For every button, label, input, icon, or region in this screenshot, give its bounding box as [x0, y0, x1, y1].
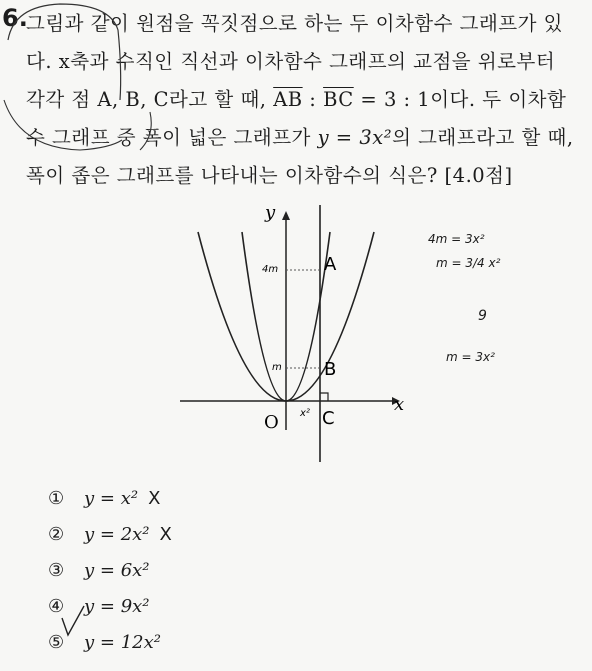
choice-3-number: ③: [48, 559, 65, 581]
choice-3[interactable]: [48, 552, 172, 588]
annotation-m: m: [272, 362, 282, 373]
choice-2-mark: X: [159, 523, 172, 545]
choice-3-equation: y = 6x²: [84, 559, 150, 581]
choice-1-mark: X: [148, 487, 161, 509]
point-a-label: A: [324, 254, 337, 275]
x-axis-label: x: [394, 394, 405, 415]
choice-2-number: ②: [48, 523, 65, 545]
note-4: m = 3x²: [446, 350, 495, 364]
right-angle-mark: [320, 393, 328, 401]
note-3: 9: [478, 308, 487, 324]
segment-bc: $\overline{BC}$: [323, 88, 354, 111]
line4-post: 의 그래프라고 할 때,: [392, 126, 574, 149]
y-axis-arrow: [282, 211, 290, 220]
point-b-label: B: [324, 359, 337, 380]
choice-5-number: ⑤: [48, 631, 65, 653]
question-line-5: 폭이 좁은 그래프를 나타내는 이차함수의 식은? [4.0점]: [26, 164, 513, 187]
choice-4-number: ④: [48, 595, 65, 617]
segment-ab: $\overline{AB}$: [273, 88, 303, 111]
answer-choices: [48, 480, 172, 660]
choice-5[interactable]: [48, 624, 172, 660]
question-number: 6.: [2, 4, 28, 32]
choice-2[interactable]: [48, 516, 172, 552]
annotation-4m: 4m: [262, 264, 279, 275]
line3-pre: 각각 점 A, B, C라고 할 때,: [26, 88, 274, 111]
note-2: m = 3/4 x²: [436, 256, 501, 270]
choice-1[interactable]: [48, 480, 172, 516]
y-axis-label: y: [265, 202, 276, 223]
question-line-2: 다. x축과 수직인 직선과 이차함수 그래프의 교점을 위로부터: [26, 50, 556, 73]
line4-equation: y = 3x²: [317, 126, 393, 149]
question-line-1: 그림과 같이 원점을 꼭짓점으로 하는 두 이차함수 그래프가 있: [26, 12, 564, 35]
line3-sep: :: [302, 88, 324, 111]
choice-4[interactable]: [48, 588, 172, 624]
choice-5-equation: y = 12x²: [84, 631, 161, 653]
choice-4-equation: y = 9x²: [84, 595, 150, 617]
note-1: 4m = 3x²: [428, 232, 485, 246]
choice-2-equation: y = 2x²: [84, 523, 150, 545]
line4-pre: 수 그래프 중 폭이 넓은 그래프가: [26, 126, 318, 149]
annotation-x2: x²: [300, 408, 310, 419]
line3-post: = 3 : 1이다. 두 이차함: [353, 88, 567, 111]
choice-1-equation: y = x²: [84, 487, 139, 509]
point-c-label: C: [322, 408, 335, 429]
origin-label: O: [264, 412, 279, 433]
choice-1-number: ①: [48, 487, 65, 509]
